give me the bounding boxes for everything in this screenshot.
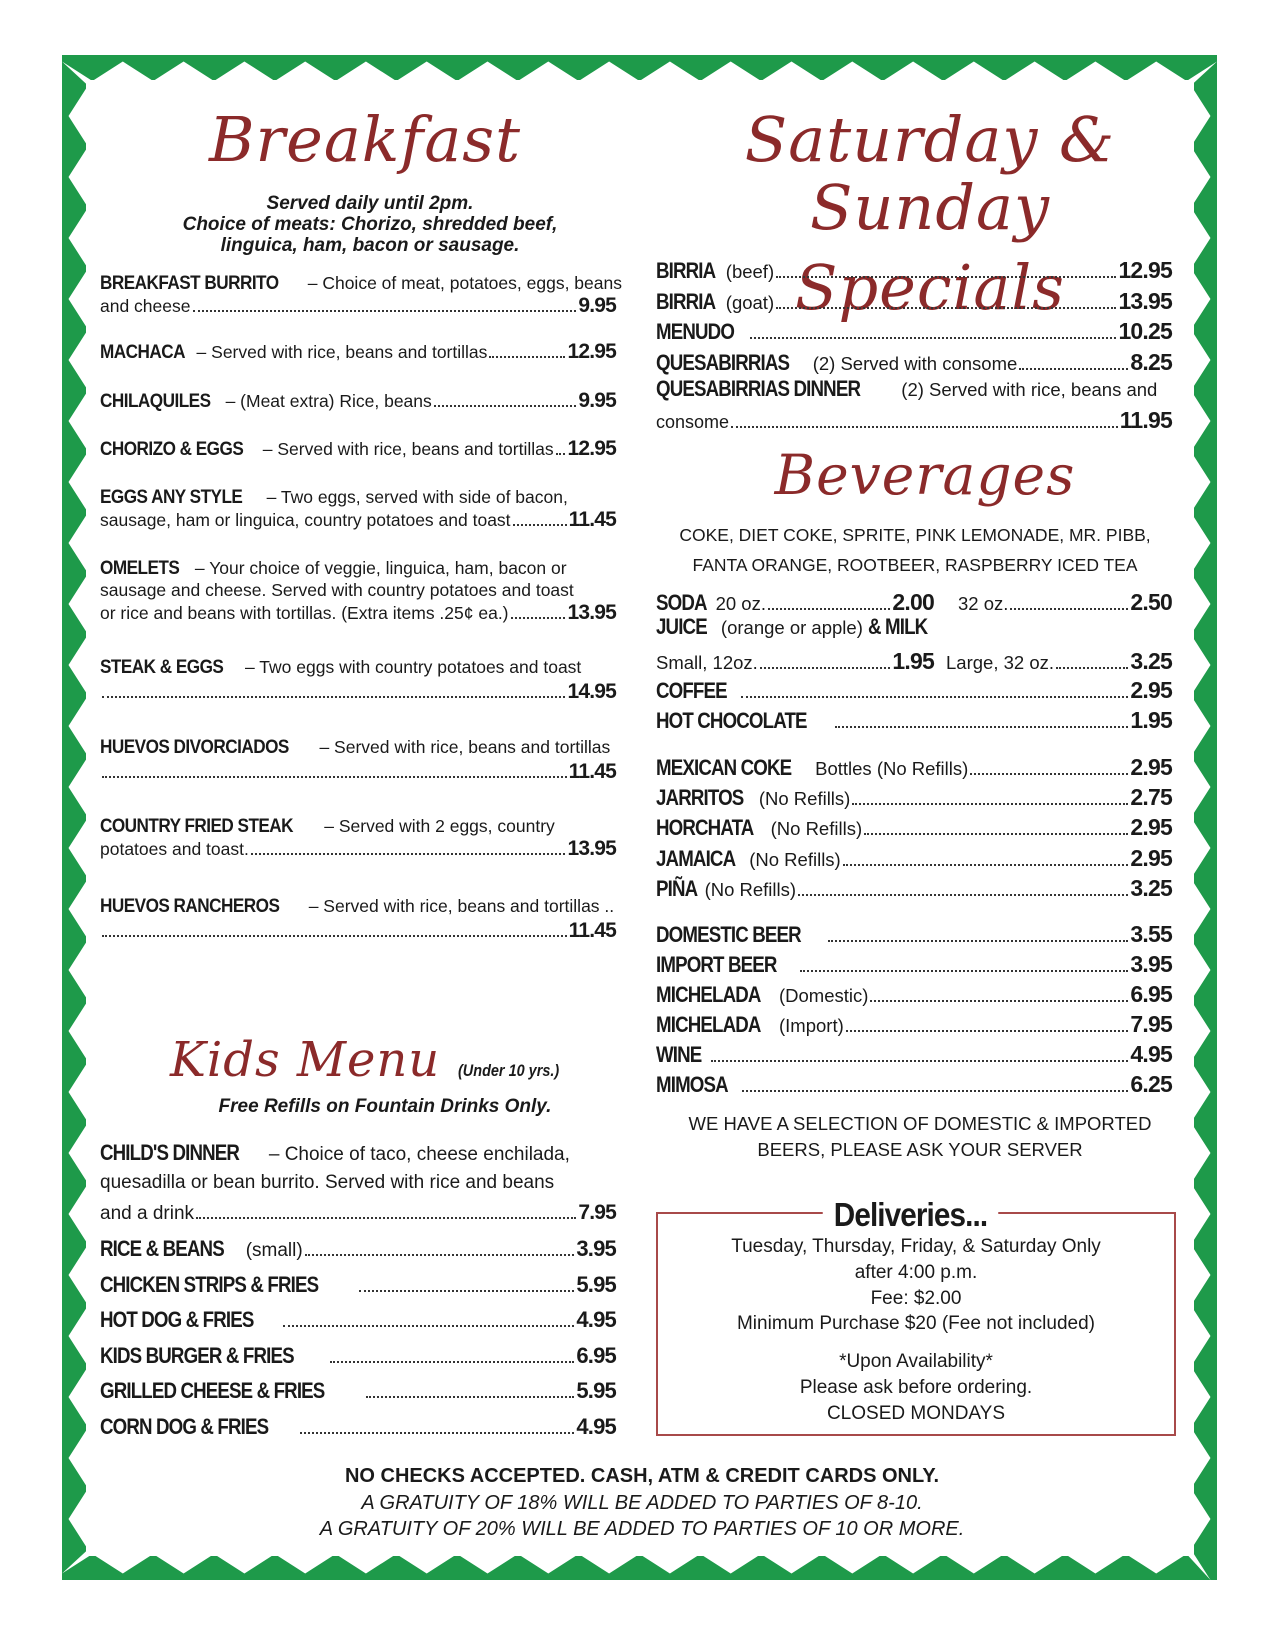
menu-row: [100, 294, 616, 318]
item-price: 12.95: [567, 340, 616, 363]
item-name: IMPORT BEER: [656, 952, 777, 977]
leader-dots: [760, 667, 891, 669]
item-description: – Two eggs with country potatoes and toast: [240, 657, 582, 677]
item-price: 2.95: [1130, 754, 1172, 780]
breakfast-item: [100, 736, 618, 758]
item-name: STEAK & EGGS: [100, 656, 224, 678]
item-price: 13.95: [1118, 287, 1172, 314]
item-price: 12.95: [567, 437, 616, 460]
leader-dots: [711, 1060, 1128, 1062]
leader-dots: [776, 307, 1116, 309]
breakfast-item: [100, 557, 618, 579]
leader-dots: [489, 356, 565, 358]
item-description: (No Refills): [770, 818, 863, 840]
item-description: (No Refills): [749, 848, 841, 870]
breakfast-served-note: Served daily until 2pm.: [266, 193, 474, 214]
beer-note-line1: WE HAVE A SELECTION OF DOMESTIC & IMPORTED: [688, 1113, 1152, 1134]
item-price: 13.95: [567, 601, 616, 624]
deliveries-fee: Fee: $2.00: [870, 1288, 962, 1309]
item-name: RICE & BEANS: [100, 1236, 224, 1261]
item-price: 3.55: [1130, 921, 1172, 947]
leader-dots: [251, 853, 566, 855]
item-name: CHICKEN STRIPS & FRIES: [100, 1271, 319, 1297]
leader-dots: [731, 426, 1118, 428]
leader-dots: [800, 970, 1129, 972]
menu-row: [656, 589, 934, 616]
deliveries-closed: CLOSED MONDAYS: [826, 1403, 1006, 1424]
leader-dots: [102, 776, 567, 778]
item-description: or rice and beans with tortillas. (Extra items .25¢ ea.): [100, 603, 509, 623]
breakfast-item: [100, 895, 618, 917]
beverages-title: Beverages: [774, 443, 1076, 507]
beverages-soda-list-line1: COKE, DIET COKE, SPRITE, PINK LEMONADE, MR. PIBB,: [679, 525, 1151, 545]
menu-row: [958, 589, 1172, 616]
menu-row: [100, 837, 616, 861]
leader-dots: [750, 337, 1117, 339]
item-price: 1.95: [1130, 707, 1172, 733]
leader-dots: [1056, 667, 1128, 669]
menu-row: [100, 1307, 616, 1333]
menu-row: [656, 951, 1172, 978]
item-description: consome: [656, 412, 730, 432]
item-description: – Two eggs, served with side of bacon,: [261, 487, 568, 507]
item-price: 11.45: [568, 508, 616, 531]
item-price: 3.25: [1130, 648, 1172, 674]
item-name: JARRITOS: [656, 785, 744, 811]
specials-title-line2: Sunday Specials: [794, 171, 1066, 324]
item-description: sausage and cheese. Served with country potatoes and toast: [100, 580, 574, 600]
item-price: 2.75: [1130, 784, 1172, 811]
item-name: OMELETS: [100, 557, 180, 579]
breakfast-item: [100, 486, 618, 508]
leader-dots: [828, 940, 1128, 942]
beer-note-line2: BEERS, PLEASE ASK YOUR SERVER: [757, 1139, 1083, 1160]
item-description: – (Meat extra) Rice, beans: [225, 391, 432, 411]
item-price: 8.25: [1130, 348, 1172, 375]
leader-dots: [776, 276, 1116, 278]
item-description: and cheese: [100, 296, 191, 316]
item-name: MENUDO: [656, 319, 735, 344]
item-name: BREAKFAST BURRITO: [100, 272, 279, 294]
item-name: CHILD'S DINNER: [100, 1140, 240, 1165]
item-price: 3.95: [576, 1236, 616, 1261]
item-price: 14.95: [567, 680, 616, 703]
kids-age-note: (Under 10 yrs.): [458, 1061, 560, 1080]
item-price: 6.95: [576, 1342, 616, 1368]
menu-row: [656, 1011, 1172, 1038]
menu-row: [656, 288, 1172, 315]
leader-dots: [366, 1396, 574, 1398]
kids-menu-title: Kids Menu: [170, 1032, 441, 1088]
item-name: HUEVOS DIVORCIADOS: [100, 736, 289, 758]
leader-dots: [852, 803, 1128, 805]
item-description: quesadilla or bean burrito. Served with rice and beans: [100, 1172, 555, 1193]
item-name: BIRRIA: [656, 288, 716, 314]
item-name: MIMOSA: [656, 1072, 728, 1097]
item-name: SODA: [656, 590, 707, 615]
leader-dots: [102, 696, 565, 698]
item-price: 3.25: [1130, 874, 1172, 901]
item-description: Bottles (No Refills): [815, 758, 969, 779]
item-description: sausage, ham or linguica, country potatoes and toast: [100, 510, 511, 530]
deliveries-days: Tuesday, Thursday, Friday, & Saturday Only: [731, 1236, 1101, 1257]
item-description: Large, 32 oz.: [946, 652, 1054, 673]
item-name: PIÑA: [656, 875, 698, 901]
item-price: 2.95: [1130, 814, 1172, 841]
item-name: HORCHATA: [656, 815, 754, 841]
item-price: 2.95: [1130, 844, 1172, 871]
item-price: 2.00: [892, 589, 934, 615]
item-description: (2) Served with consome: [812, 352, 1018, 374]
item-price: 10.25: [1118, 318, 1172, 344]
menu-row: [100, 1272, 616, 1298]
item-description: 20 oz.: [715, 593, 766, 614]
item-name: MICHELADA: [656, 1012, 761, 1037]
menu-row: [100, 508, 616, 532]
menu-row: [656, 1071, 1172, 1098]
menu-row: [656, 1041, 1172, 1068]
menu-row: [100, 437, 616, 461]
item-description: (small): [245, 1240, 303, 1261]
leader-dots: [741, 696, 1128, 698]
item-name: CORN DOG & FRIES: [100, 1413, 269, 1439]
item-price: 11.45: [568, 919, 616, 942]
menu-row: [656, 875, 1172, 902]
item-name: KIDS BURGER & FRIES: [100, 1342, 294, 1368]
menu-row: [100, 1414, 616, 1440]
item-name: HUEVOS RANCHEROS: [100, 895, 280, 917]
item-description: – Served with rice, beans and tortillas: [262, 439, 554, 459]
item-name: HOT CHOCOLATE: [656, 708, 807, 733]
menu-row: [100, 1343, 616, 1369]
item-description: (No Refills): [704, 878, 797, 900]
item-name: QUESABIRRIAS: [656, 349, 790, 375]
specials-title-line1: Saturday &: [744, 103, 1116, 176]
leader-dots: [864, 833, 1128, 835]
menu-row: [656, 407, 1172, 434]
menu-row: [656, 257, 1172, 284]
beverages-soda-list-line2: FANTA ORANGE, ROOTBEER, RASPBERRY ICED TEA: [692, 555, 1138, 575]
menu-row: [100, 340, 616, 364]
menu-row: [656, 921, 1172, 948]
item-description: (No Refills): [758, 788, 851, 810]
leader-dots: [742, 1090, 1128, 1092]
leader-dots: [359, 1290, 575, 1292]
breakfast-meats-line1: Choice of meats: Chorizo, shredded beef,: [182, 214, 558, 235]
menu-row: [946, 648, 1172, 675]
leader-dots: [1010, 608, 1128, 610]
childs-dinner: [100, 1142, 618, 1166]
menu-row: [656, 677, 1172, 704]
leader-dots: [513, 524, 567, 526]
item-description: 32 oz.: [958, 593, 1009, 614]
menu-row: [656, 707, 1172, 734]
item-name: DOMESTIC BEER: [656, 922, 801, 947]
deliveries-title: Deliveries...: [823, 1196, 999, 1234]
menu-row: [100, 601, 616, 625]
menu-row: [656, 318, 1172, 345]
menu-row: [656, 648, 934, 675]
menu-row: [656, 814, 1172, 841]
leader-dots: [970, 773, 1128, 775]
leader-dots: [300, 1432, 574, 1434]
payment-note: NO CHECKS ACCEPTED. CASH, ATM & CREDIT CARDS ONLY.: [344, 1465, 940, 1487]
gratuity-note-1: A GRATUITY OF 18% WILL BE ADDED TO PARTIES OF 8-10.: [361, 1492, 923, 1514]
deliveries-minimum: Minimum Purchase $20 (Fee not included): [736, 1313, 1095, 1334]
item-name: MACHACA: [100, 341, 185, 363]
item-price: 6.25: [1130, 1071, 1172, 1097]
menu-row: [100, 1378, 616, 1404]
menu-row: [656, 349, 1172, 376]
menu-row: [656, 981, 1172, 1008]
leader-dots: [193, 310, 577, 312]
deliveries-ask: Please ask before ordering.: [799, 1377, 1033, 1398]
item-price: 5.95: [576, 1378, 616, 1403]
menu-row: [100, 1201, 616, 1225]
item-description: – Served with rice, beans and tortillas: [314, 737, 611, 757]
menu-row: [100, 1236, 616, 1262]
gratuity-note-2: A GRATUITY OF 20% WILL BE ADDED TO PARTIES OF 10 OR MORE.: [319, 1518, 965, 1540]
menu-row: [100, 919, 616, 943]
leader-dots: [846, 1030, 1129, 1032]
item-price: 4.95: [1130, 1041, 1172, 1067]
item-price: 12.95: [1118, 257, 1172, 283]
leader-dots: [511, 617, 566, 619]
item-price: 9.95: [578, 389, 616, 412]
breakfast-item: [100, 815, 618, 837]
item-name: COFFEE: [656, 678, 727, 703]
breakfast-title: Breakfast: [208, 103, 522, 176]
item-price: 4.95: [576, 1413, 616, 1439]
item-description: (Domestic): [779, 985, 869, 1006]
breakfast-meats-line2: linguica, ham, bacon or sausage.: [220, 235, 520, 256]
item-name: JAMAICA: [656, 845, 736, 871]
item-description: (goat): [725, 291, 775, 313]
item-name: & MILK: [868, 614, 928, 639]
item-price: 1.95: [892, 648, 934, 674]
item-description: (beef): [725, 261, 775, 282]
leader-dots: [870, 1000, 1128, 1002]
leader-dots: [330, 1361, 574, 1363]
leader-dots: [305, 1254, 575, 1256]
leader-dots: [1019, 368, 1128, 370]
item-name: CHORIZO & EGGS: [100, 438, 244, 460]
leader-dots: [434, 405, 577, 407]
juice-milk-row: [656, 616, 938, 639]
leader-dots: [283, 1325, 575, 1327]
kids-refills-note: Free Refills on Fountain Drinks Only.: [218, 1096, 552, 1117]
menu-row: [100, 389, 616, 413]
leader-dots: [102, 935, 567, 937]
item-name: QUESABIRRIAS DINNER: [656, 376, 861, 401]
leader-dots: [556, 453, 566, 455]
leader-dots: [843, 864, 1129, 866]
item-name: HOT DOG & FRIES: [100, 1307, 254, 1332]
item-price: 11.95: [1119, 407, 1172, 433]
item-description: – Served with 2 eggs, country: [319, 816, 555, 836]
menu-row: [656, 754, 1172, 781]
item-description: (orange or apple): [715, 617, 868, 638]
item-description: – Served with rice, beans and tortillas: [196, 342, 488, 362]
item-name: COUNTRY FRIED STEAK: [100, 815, 294, 837]
item-name: MEXICAN COKE: [656, 755, 792, 780]
item-price: 5.95: [576, 1271, 616, 1297]
leader-dots: [798, 894, 1128, 896]
item-name: GRILLED CHEESE & FRIES: [100, 1378, 325, 1403]
item-price: 9.95: [578, 294, 616, 317]
item-price: 13.95: [567, 837, 616, 860]
item-description: and a drink: [100, 1203, 195, 1224]
item-description: – Choice of taco, cheese enchilada,: [263, 1144, 570, 1165]
item-description: (Import): [779, 1015, 844, 1036]
item-description: potatoes and toast.: [100, 839, 249, 859]
quesabirrias-dinner: [656, 378, 1172, 401]
item-description: – Your choice of veggie, linguica, ham, bacon or: [190, 558, 567, 578]
menu-row: [656, 784, 1172, 811]
item-name: CHILAQUILES: [100, 390, 211, 412]
menu-row: [100, 680, 616, 704]
breakfast-item: [100, 656, 618, 678]
item-price: 2.95: [1130, 677, 1172, 703]
deliveries-time: after 4:00 p.m.: [854, 1262, 978, 1283]
menu-row: [656, 845, 1172, 872]
item-price: 7.95: [1130, 1011, 1172, 1037]
item-price: 4.95: [576, 1307, 616, 1332]
menu-row: [100, 760, 616, 784]
item-description: – Served with rice, beans and tortillas ..: [303, 896, 615, 916]
item-price: 7.95: [578, 1201, 616, 1224]
leader-dots: [196, 1217, 576, 1219]
item-name: WINE: [656, 1042, 702, 1067]
item-price: 2.50: [1130, 589, 1172, 615]
breakfast-item: [100, 272, 622, 294]
item-description: – Choice of meat, potatoes, eggs, beans: [302, 273, 622, 293]
item-price: 3.95: [1130, 951, 1172, 977]
item-price: 11.45: [568, 760, 616, 783]
deliveries-availability: *Upon Availability*: [839, 1351, 993, 1372]
leader-dots: [768, 608, 890, 610]
leader-dots: [835, 726, 1128, 728]
item-description: Small, 12oz.: [656, 652, 758, 673]
item-name: JUICE: [656, 614, 707, 639]
item-name: BIRRIA: [656, 258, 716, 283]
item-price: 6.95: [1130, 981, 1172, 1007]
item-name: EGGS ANY STYLE: [100, 486, 243, 508]
item-description: (2) Served with rice, beans and: [896, 379, 1158, 400]
item-name: MICHELADA: [656, 982, 761, 1007]
